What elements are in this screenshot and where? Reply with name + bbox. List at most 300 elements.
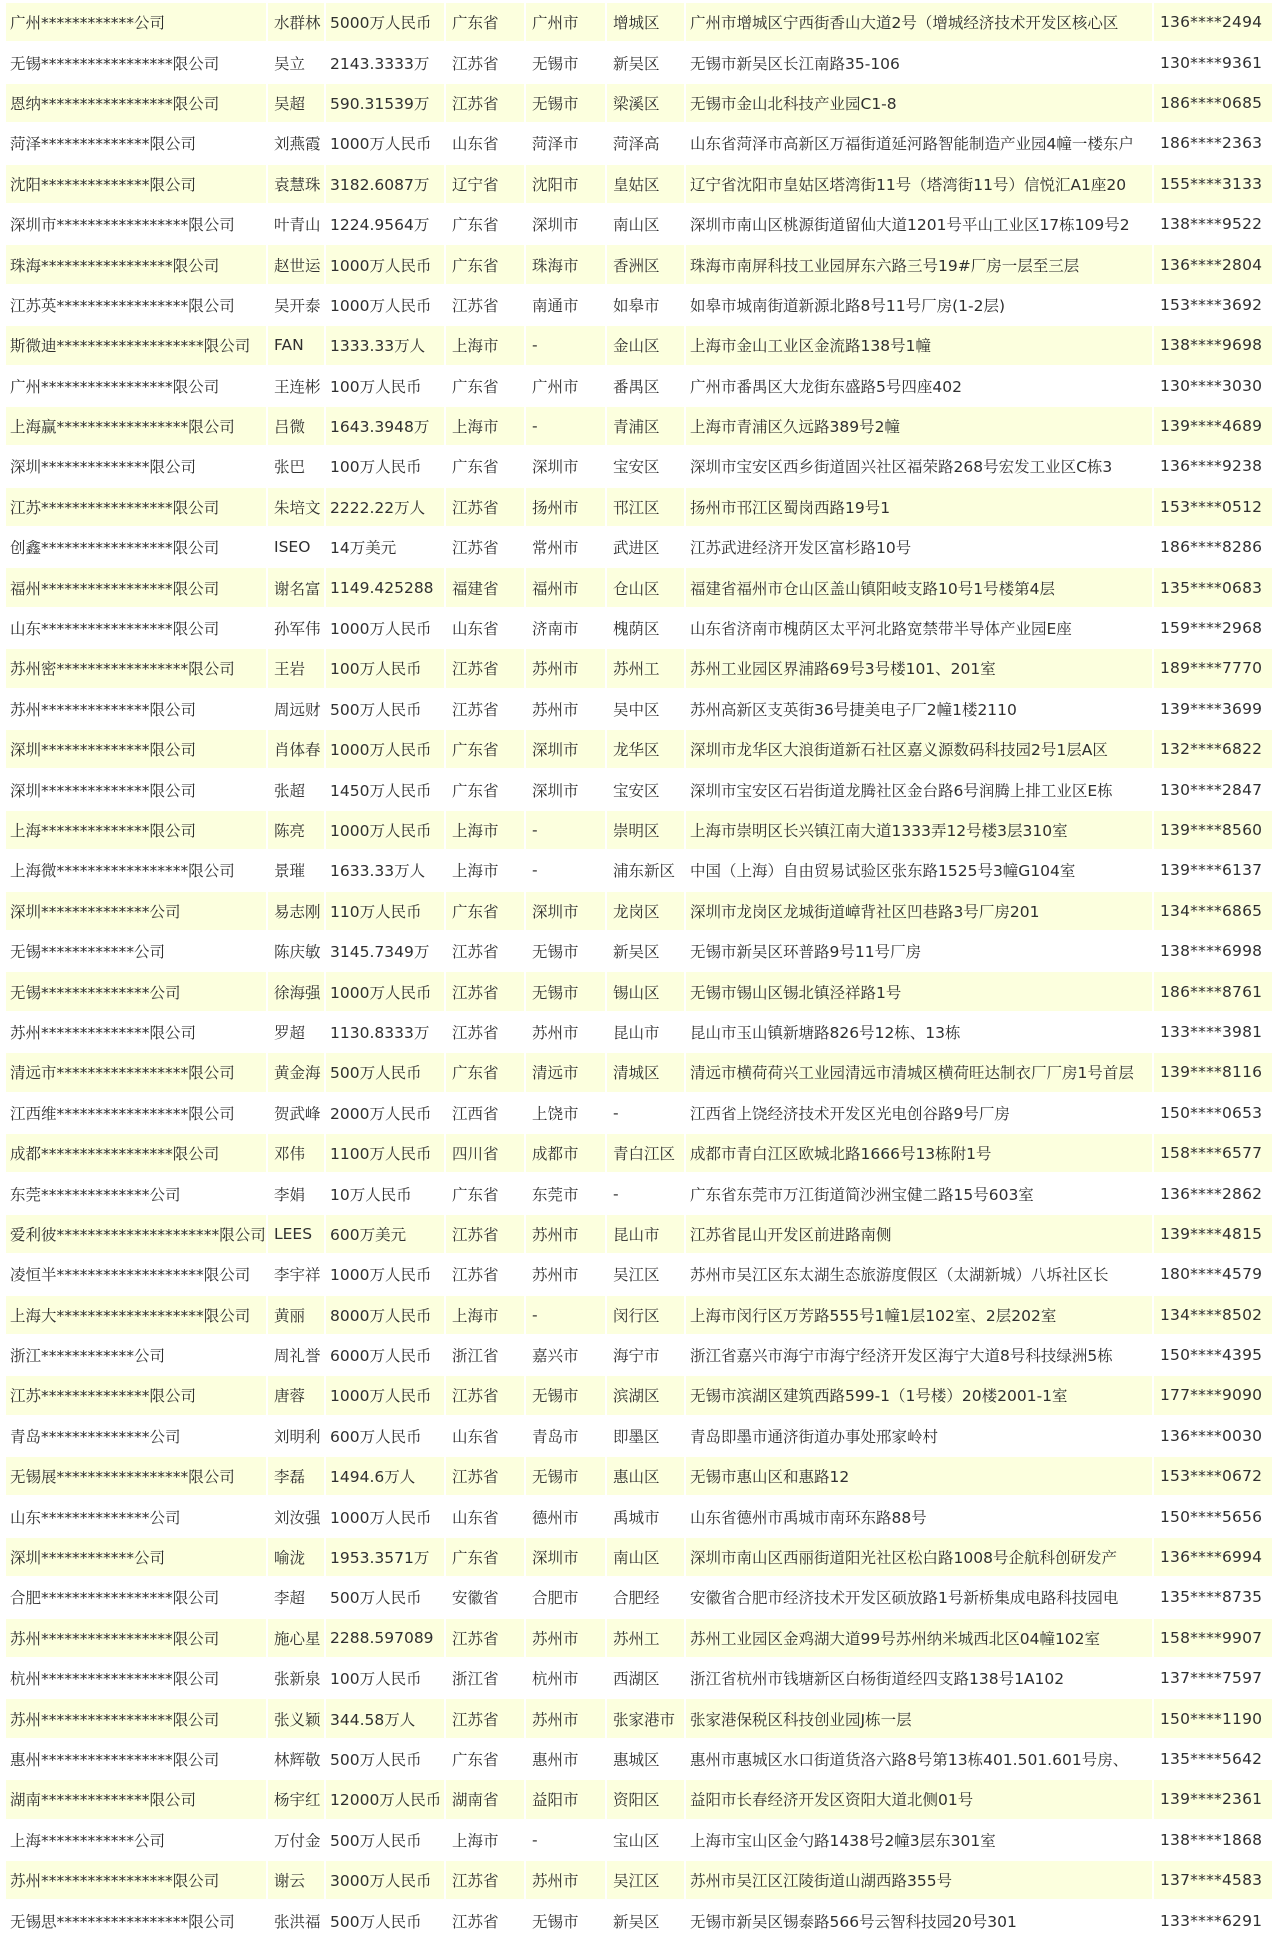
company-name-cell: 苏州**************限公司 — [6, 1013, 268, 1053]
company-name-cell: 斯微迪*******************限公司 — [6, 326, 268, 366]
district-cell: 南山区 — [607, 1538, 686, 1578]
company-name-cell: 湖南**************限公司 — [6, 1780, 268, 1820]
address-cell: 无锡市滨湖区建筑西路599-1（1号楼）20楼2001-1室 — [686, 1376, 1154, 1416]
city-cell: 广州市 — [526, 3, 607, 43]
legal-rep-cell: 水群林 — [268, 3, 326, 43]
province-cell: 江苏省 — [446, 1255, 526, 1295]
legal-rep-cell: 徐海强 — [268, 972, 326, 1012]
registered-capital-cell: 1000万人民币 — [326, 609, 446, 649]
province-cell: 江苏省 — [446, 1376, 526, 1416]
registered-capital-cell: 100万人民币 — [326, 367, 446, 407]
address-cell: 无锡市新吴区长江南路35-106 — [686, 43, 1154, 83]
district-cell: 南山区 — [607, 205, 686, 245]
legal-rep-cell: 孙军伟 — [268, 609, 326, 649]
district-cell: 菏泽高 — [607, 124, 686, 164]
address-cell: 深圳市龙华区大浪街道新石社区嘉义源数码科技园2号1层A区 — [686, 730, 1154, 770]
phone-cell: 130****9361 — [1154, 43, 1274, 83]
company-name-cell: 上海赢*****************限公司 — [6, 407, 268, 447]
legal-rep-cell: 喻泷 — [268, 1538, 326, 1578]
address-cell: 上海市青浦区久远路389号2幢 — [686, 407, 1154, 447]
city-cell: 沈阳市 — [526, 165, 607, 205]
legal-rep-cell: 黄丽 — [268, 1296, 326, 1336]
legal-rep-cell: 张义颖 — [268, 1699, 326, 1739]
registered-capital-cell: 1450万人民币 — [326, 770, 446, 810]
phone-cell: 139****3699 — [1154, 690, 1274, 730]
province-cell: 上海市 — [446, 326, 526, 366]
city-cell: 苏州市 — [526, 1013, 607, 1053]
registered-capital-cell: 5000万人民币 — [326, 3, 446, 43]
phone-cell: 177****9090 — [1154, 1376, 1274, 1416]
phone-cell: 139****6137 — [1154, 851, 1274, 891]
address-cell: 深圳市宝安区西乡街道固兴社区福荣路268号宏发工业区C栋3 — [686, 447, 1154, 487]
province-cell: 江苏省 — [446, 1619, 526, 1659]
table-row — [6, 407, 1274, 447]
city-cell: 杭州市 — [526, 1659, 607, 1699]
legal-rep-cell: 施心星 — [268, 1619, 326, 1659]
legal-rep-cell: 张超 — [268, 770, 326, 810]
address-cell: 成都市青白江区欧城北路1666号13栋附1号 — [686, 1134, 1154, 1174]
table-row — [6, 1013, 1274, 1053]
province-cell: 江苏省 — [446, 1699, 526, 1739]
registered-capital-cell: 10万人民币 — [326, 1174, 446, 1214]
company-name-cell: 无锡**************公司 — [6, 972, 268, 1012]
registered-capital-cell: 590.31539万 — [326, 84, 446, 124]
phone-cell: 153****3692 — [1154, 286, 1274, 326]
table-row — [6, 43, 1274, 83]
address-cell: 苏州工业园区界浦路69号3号楼101、201室 — [686, 649, 1154, 689]
address-cell: 深圳市宝安区石岩街道龙腾社区金台路6号润腾上排工业区E栋 — [686, 770, 1154, 810]
phone-cell: 139****4815 — [1154, 1215, 1274, 1255]
address-cell: 深圳市南山区西丽街道阳光社区松白路1008号企航科创研发产 — [686, 1538, 1154, 1578]
city-cell: 益阳市 — [526, 1780, 607, 1820]
registered-capital-cell: 1643.3948万 — [326, 407, 446, 447]
province-cell: 浙江省 — [446, 1659, 526, 1699]
registered-capital-cell: 344.58万人 — [326, 1699, 446, 1739]
company-name-cell: 江苏**************限公司 — [6, 1376, 268, 1416]
company-name-cell: 深圳**************公司 — [6, 892, 268, 932]
table-row — [6, 1578, 1274, 1618]
phone-cell: 150****0653 — [1154, 1094, 1274, 1134]
registered-capital-cell: 3000万人民币 — [326, 1861, 446, 1901]
district-cell: 西湖区 — [607, 1659, 686, 1699]
phone-cell: 136****2494 — [1154, 3, 1274, 43]
district-cell: 合肥经 — [607, 1578, 686, 1618]
legal-rep-cell: 谢云 — [268, 1861, 326, 1901]
table-row — [6, 1296, 1274, 1336]
table-row — [6, 1174, 1274, 1214]
company-name-cell: 山东**************公司 — [6, 1497, 268, 1537]
phone-cell: 155****3133 — [1154, 165, 1274, 205]
phone-cell: 137****7597 — [1154, 1659, 1274, 1699]
registered-capital-cell: 110万人民币 — [326, 892, 446, 932]
phone-cell: 136****6994 — [1154, 1538, 1274, 1578]
phone-cell: 138****1868 — [1154, 1821, 1274, 1861]
table-row — [6, 488, 1274, 528]
city-cell: 嘉兴市 — [526, 1336, 607, 1376]
company-name-cell: 苏州*****************限公司 — [6, 1619, 268, 1659]
address-cell: 深圳市龙岗区龙城街道嶂背社区凹巷路3号厂房201 — [686, 892, 1154, 932]
registered-capital-cell: 1130.8333万 — [326, 1013, 446, 1053]
table-row — [6, 892, 1274, 932]
registered-capital-cell: 1000万人民币 — [326, 286, 446, 326]
legal-rep-cell: 唐蓉 — [268, 1376, 326, 1416]
table-row — [6, 1699, 1274, 1739]
city-cell: 无锡市 — [526, 84, 607, 124]
province-cell: 江苏省 — [446, 690, 526, 730]
table-row — [6, 972, 1274, 1012]
province-cell: 山东省 — [446, 1417, 526, 1457]
address-cell: 扬州市邗江区蜀岗西路19号1 — [686, 488, 1154, 528]
legal-rep-cell: 林辉敬 — [268, 1740, 326, 1780]
legal-rep-cell: 罗超 — [268, 1013, 326, 1053]
city-cell: 福州市 — [526, 568, 607, 608]
table-row — [6, 730, 1274, 770]
table-row — [6, 1497, 1274, 1537]
city-cell: 无锡市 — [526, 972, 607, 1012]
company-name-cell: 惠州*****************限公司 — [6, 1740, 268, 1780]
district-cell: 青浦区 — [607, 407, 686, 447]
legal-rep-cell: 易志刚 — [268, 892, 326, 932]
registered-capital-cell: 1633.33万人 — [326, 851, 446, 891]
province-cell: 江苏省 — [446, 43, 526, 83]
district-cell: 新吴区 — [607, 43, 686, 83]
legal-rep-cell: 刘汝强 — [268, 1497, 326, 1537]
company-name-cell: 苏州*****************限公司 — [6, 1699, 268, 1739]
registered-capital-cell: 600万美元 — [326, 1215, 446, 1255]
phone-cell: 133****6291 — [1154, 1901, 1274, 1941]
phone-cell: 135****0683 — [1154, 568, 1274, 608]
city-cell: 珠海市 — [526, 245, 607, 285]
city-cell: 成都市 — [526, 1134, 607, 1174]
city-cell: 苏州市 — [526, 1215, 607, 1255]
phone-cell: 153****0672 — [1154, 1457, 1274, 1497]
table-row — [6, 1861, 1274, 1901]
company-name-cell: 浙江************公司 — [6, 1336, 268, 1376]
district-cell: 吴江区 — [607, 1861, 686, 1901]
company-name-cell: 深圳市*****************限公司 — [6, 205, 268, 245]
table-row — [6, 1821, 1274, 1861]
city-cell: 清远市 — [526, 1053, 607, 1093]
province-cell: 江苏省 — [446, 1013, 526, 1053]
table-row — [6, 84, 1274, 124]
legal-rep-cell: 张巴 — [268, 447, 326, 487]
address-cell: 苏州工业园区金鸡湖大道99号苏州纳米城西北区04幢102室 — [686, 1619, 1154, 1659]
province-cell: 江苏省 — [446, 649, 526, 689]
phone-cell: 139****2361 — [1154, 1780, 1274, 1820]
registered-capital-cell: 1494.6万人 — [326, 1457, 446, 1497]
address-cell: 江苏武进经济开发区富杉路10号 — [686, 528, 1154, 568]
city-cell: 苏州市 — [526, 1861, 607, 1901]
address-cell: 无锡市惠山区和惠路12 — [686, 1457, 1154, 1497]
address-cell: 江苏省昆山开发区前进路南侧 — [686, 1215, 1154, 1255]
address-cell: 广州市番禺区大龙街东盛路5号四座402 — [686, 367, 1154, 407]
phone-cell: 153****0512 — [1154, 488, 1274, 528]
city-cell: 苏州市 — [526, 690, 607, 730]
phone-cell: 186****8286 — [1154, 528, 1274, 568]
province-cell: 湖南省 — [446, 1780, 526, 1820]
registered-capital-cell: 2143.3333万 — [326, 43, 446, 83]
table-row — [6, 165, 1274, 205]
company-name-cell: 深圳**************限公司 — [6, 730, 268, 770]
registered-capital-cell: 1000万人民币 — [326, 972, 446, 1012]
company-name-cell: 东莞**************公司 — [6, 1174, 268, 1214]
legal-rep-cell: 吴立 — [268, 43, 326, 83]
district-cell: 张家港市 — [607, 1699, 686, 1739]
city-cell: 无锡市 — [526, 1901, 607, 1941]
legal-rep-cell: 周远财 — [268, 690, 326, 730]
district-cell: 宝山区 — [607, 1821, 686, 1861]
legal-rep-cell: 刘明利 — [268, 1417, 326, 1457]
district-cell: 惠城区 — [607, 1740, 686, 1780]
city-cell: 苏州市 — [526, 1619, 607, 1659]
company-name-cell: 无锡************公司 — [6, 932, 268, 972]
phone-cell: 134****8502 — [1154, 1296, 1274, 1336]
province-cell: 广东省 — [446, 367, 526, 407]
phone-cell: 158****9907 — [1154, 1619, 1274, 1659]
city-cell: 无锡市 — [526, 43, 607, 83]
district-cell: 苏州工 — [607, 649, 686, 689]
table-row — [6, 1094, 1274, 1134]
address-cell: 上海市闵行区万芳路555号1幢1层102室、2层202室 — [686, 1296, 1154, 1336]
legal-rep-cell: 吕微 — [268, 407, 326, 447]
district-cell: 闵行区 — [607, 1296, 686, 1336]
company-table — [6, 3, 1274, 1942]
company-name-cell: 江苏*****************限公司 — [6, 488, 268, 528]
company-name-cell: 江西维*****************限公司 — [6, 1094, 268, 1134]
province-cell: 广东省 — [446, 447, 526, 487]
table-row — [6, 1336, 1274, 1376]
district-cell: 即墨区 — [607, 1417, 686, 1457]
province-cell: 江苏省 — [446, 1457, 526, 1497]
province-cell: 江苏省 — [446, 1901, 526, 1941]
table-row — [6, 1053, 1274, 1093]
phone-cell: 138****9522 — [1154, 205, 1274, 245]
table-row — [6, 205, 1274, 245]
province-cell: 江苏省 — [446, 972, 526, 1012]
province-cell: 上海市 — [446, 1821, 526, 1861]
company-name-cell: 广州*****************限公司 — [6, 367, 268, 407]
registered-capital-cell: 100万人民币 — [326, 1659, 446, 1699]
district-cell: 增城区 — [607, 3, 686, 43]
legal-rep-cell: 黄金海 — [268, 1053, 326, 1093]
city-cell: 无锡市 — [526, 1457, 607, 1497]
table-row — [6, 1255, 1274, 1295]
city-cell: 德州市 — [526, 1497, 607, 1537]
registered-capital-cell: 500万人民币 — [326, 1578, 446, 1618]
table-row — [6, 1134, 1274, 1174]
company-name-cell: 成都*****************限公司 — [6, 1134, 268, 1174]
registered-capital-cell: 500万人民币 — [326, 690, 446, 730]
district-cell: 仓山区 — [607, 568, 686, 608]
district-cell: 禹城市 — [607, 1497, 686, 1537]
registered-capital-cell: 1000万人民币 — [326, 1255, 446, 1295]
company-name-cell: 合肥*****************限公司 — [6, 1578, 268, 1618]
company-name-cell: 上海************公司 — [6, 1821, 268, 1861]
legal-rep-cell: 李娟 — [268, 1174, 326, 1214]
registered-capital-cell: 3182.6087万 — [326, 165, 446, 205]
address-cell: 浙江省嘉兴市海宁市海宁经济开发区海宁大道8号科技绿洲5栋 — [686, 1336, 1154, 1376]
city-cell: - — [526, 407, 607, 447]
registered-capital-cell: 3145.7349万 — [326, 932, 446, 972]
phone-cell: 137****4583 — [1154, 1861, 1274, 1901]
phone-cell: 136****0030 — [1154, 1417, 1274, 1457]
company-name-cell: 上海大*******************限公司 — [6, 1296, 268, 1336]
address-cell: 江西省上饶经济技术开发区光电创谷路9号厂房 — [686, 1094, 1154, 1134]
legal-rep-cell: LEES — [268, 1215, 326, 1255]
legal-rep-cell: 朱培文 — [268, 488, 326, 528]
company-name-cell: 江苏英*****************限公司 — [6, 286, 268, 326]
table-row — [6, 447, 1274, 487]
province-cell: 广东省 — [446, 205, 526, 245]
province-cell: 四川省 — [446, 1134, 526, 1174]
city-cell: 深圳市 — [526, 205, 607, 245]
district-cell: 新吴区 — [607, 1901, 686, 1941]
company-name-cell: 深圳************公司 — [6, 1538, 268, 1578]
city-cell: 苏州市 — [526, 649, 607, 689]
city-cell: 苏州市 — [526, 1699, 607, 1739]
city-cell: 深圳市 — [526, 447, 607, 487]
district-cell: 槐荫区 — [607, 609, 686, 649]
table-row — [6, 367, 1274, 407]
city-cell: - — [526, 851, 607, 891]
registered-capital-cell: 1000万人民币 — [326, 1497, 446, 1537]
registered-capital-cell: 2288.597089 — [326, 1619, 446, 1659]
province-cell: 广东省 — [446, 245, 526, 285]
province-cell: 安徽省 — [446, 1578, 526, 1618]
table-row — [6, 1780, 1274, 1820]
province-cell: 广东省 — [446, 730, 526, 770]
city-cell: - — [526, 326, 607, 366]
legal-rep-cell: 张洪福 — [268, 1901, 326, 1941]
province-cell: 广东省 — [446, 892, 526, 932]
address-cell: 上海市宝山区金勺路1438号2幢3层东301室 — [686, 1821, 1154, 1861]
phone-cell: 130****3030 — [1154, 367, 1274, 407]
district-cell: 如皋市 — [607, 286, 686, 326]
district-cell: 青白江区 — [607, 1134, 686, 1174]
address-cell: 山东省菏泽市高新区万福街道延河路智能制造产业园4幢一楼东户 — [686, 124, 1154, 164]
district-cell: 海宁市 — [607, 1336, 686, 1376]
table-row — [6, 690, 1274, 730]
city-cell: - — [526, 811, 607, 851]
district-cell: 吴中区 — [607, 690, 686, 730]
company-name-cell: 恩纳*****************限公司 — [6, 84, 268, 124]
legal-rep-cell: 陈亮 — [268, 811, 326, 851]
city-cell: 上饶市 — [526, 1094, 607, 1134]
address-cell: 上海市崇明区长兴镇江南大道1333弄12号楼3层310室 — [686, 811, 1154, 851]
province-cell: 上海市 — [446, 811, 526, 851]
district-cell: 昆山市 — [607, 1013, 686, 1053]
legal-rep-cell: 吴开泰 — [268, 286, 326, 326]
company-name-cell: 杭州*****************限公司 — [6, 1659, 268, 1699]
table-row — [6, 1417, 1274, 1457]
table-row — [6, 1619, 1274, 1659]
legal-rep-cell: 李宇祥 — [268, 1255, 326, 1295]
phone-cell: 133****3981 — [1154, 1013, 1274, 1053]
legal-rep-cell: 刘燕霞 — [268, 124, 326, 164]
address-cell: 惠州市惠城区水口街道货洛六路8号第13栋401.501.601号房、 — [686, 1740, 1154, 1780]
city-cell: 常州市 — [526, 528, 607, 568]
address-cell: 苏州市吴江区江陵街道山湖西路355号 — [686, 1861, 1154, 1901]
phone-cell: 135****8735 — [1154, 1578, 1274, 1618]
district-cell: 浦东新区 — [607, 851, 686, 891]
registered-capital-cell: 1000万人民币 — [326, 124, 446, 164]
table-row — [6, 286, 1274, 326]
district-cell: 新吴区 — [607, 932, 686, 972]
phone-cell: 186****2363 — [1154, 124, 1274, 164]
phone-cell: 186****0685 — [1154, 84, 1274, 124]
legal-rep-cell: 周礼誉 — [268, 1336, 326, 1376]
district-cell: 清城区 — [607, 1053, 686, 1093]
legal-rep-cell: 李磊 — [268, 1457, 326, 1497]
registered-capital-cell: 2222.22万人 — [326, 488, 446, 528]
address-cell: 昆山市玉山镇新塘路826号12栋、13栋 — [686, 1013, 1154, 1053]
legal-rep-cell: 袁慧珠 — [268, 165, 326, 205]
company-name-cell: 上海**************限公司 — [6, 811, 268, 851]
province-cell: 江苏省 — [446, 1861, 526, 1901]
district-cell: 梁溪区 — [607, 84, 686, 124]
province-cell: 广东省 — [446, 1740, 526, 1780]
company-name-cell: 广州************公司 — [6, 3, 268, 43]
company-name-cell: 深圳**************限公司 — [6, 770, 268, 810]
registered-capital-cell: 100万人民币 — [326, 649, 446, 689]
registered-capital-cell: 1000万人民币 — [326, 245, 446, 285]
legal-rep-cell: 肖体春 — [268, 730, 326, 770]
district-cell: 龙岗区 — [607, 892, 686, 932]
city-cell: 菏泽市 — [526, 124, 607, 164]
legal-rep-cell: 邓伟 — [268, 1134, 326, 1174]
address-cell: 安徽省合肥市经济技术开发区硕放路1号新桥集成电路科技园电 — [686, 1578, 1154, 1618]
legal-rep-cell: 吴超 — [268, 84, 326, 124]
table-row — [6, 1659, 1274, 1699]
registered-capital-cell: 500万人民币 — [326, 1740, 446, 1780]
legal-rep-cell: 叶青山 — [268, 205, 326, 245]
company-name-cell: 无锡思*****************限公司 — [6, 1901, 268, 1941]
province-cell: 山东省 — [446, 1497, 526, 1537]
city-cell: 惠州市 — [526, 1740, 607, 1780]
table-row — [6, 245, 1274, 285]
province-cell: 上海市 — [446, 1296, 526, 1336]
registered-capital-cell: 14万美元 — [326, 528, 446, 568]
city-cell: - — [526, 1296, 607, 1336]
phone-cell: 139****4689 — [1154, 407, 1274, 447]
company-name-cell: 苏州密*****************限公司 — [6, 649, 268, 689]
province-cell: 山东省 — [446, 124, 526, 164]
legal-rep-cell: ISEO — [268, 528, 326, 568]
address-cell: 山东省德州市禹城市南环东路88号 — [686, 1497, 1154, 1537]
address-cell: 清远市横荷荷兴工业园清远市清城区横荷旺达制衣厂厂房1号首层 — [686, 1053, 1154, 1093]
company-name-cell: 山东*****************限公司 — [6, 609, 268, 649]
company-name-cell: 珠海*****************限公司 — [6, 245, 268, 285]
company-name-cell: 菏泽**************限公司 — [6, 124, 268, 164]
district-cell: 香洲区 — [607, 245, 686, 285]
district-cell: 金山区 — [607, 326, 686, 366]
company-name-cell: 深圳**************限公司 — [6, 447, 268, 487]
address-cell: 辽宁省沈阳市皇姑区塔湾街11号（塔湾街11号）信悦汇A1座20 — [686, 165, 1154, 205]
district-cell: 皇姑区 — [607, 165, 686, 205]
registered-capital-cell: 500万人民币 — [326, 1053, 446, 1093]
legal-rep-cell: 陈庆敏 — [268, 932, 326, 972]
legal-rep-cell: 贺武峰 — [268, 1094, 326, 1134]
district-cell: 崇明区 — [607, 811, 686, 851]
table-row — [6, 1538, 1274, 1578]
phone-cell: 132****6822 — [1154, 730, 1274, 770]
company-name-cell: 福州*****************限公司 — [6, 568, 268, 608]
district-cell: 番禺区 — [607, 367, 686, 407]
table-row — [6, 528, 1274, 568]
district-cell: 苏州工 — [607, 1619, 686, 1659]
city-cell: 南通市 — [526, 286, 607, 326]
province-cell: 广东省 — [446, 3, 526, 43]
